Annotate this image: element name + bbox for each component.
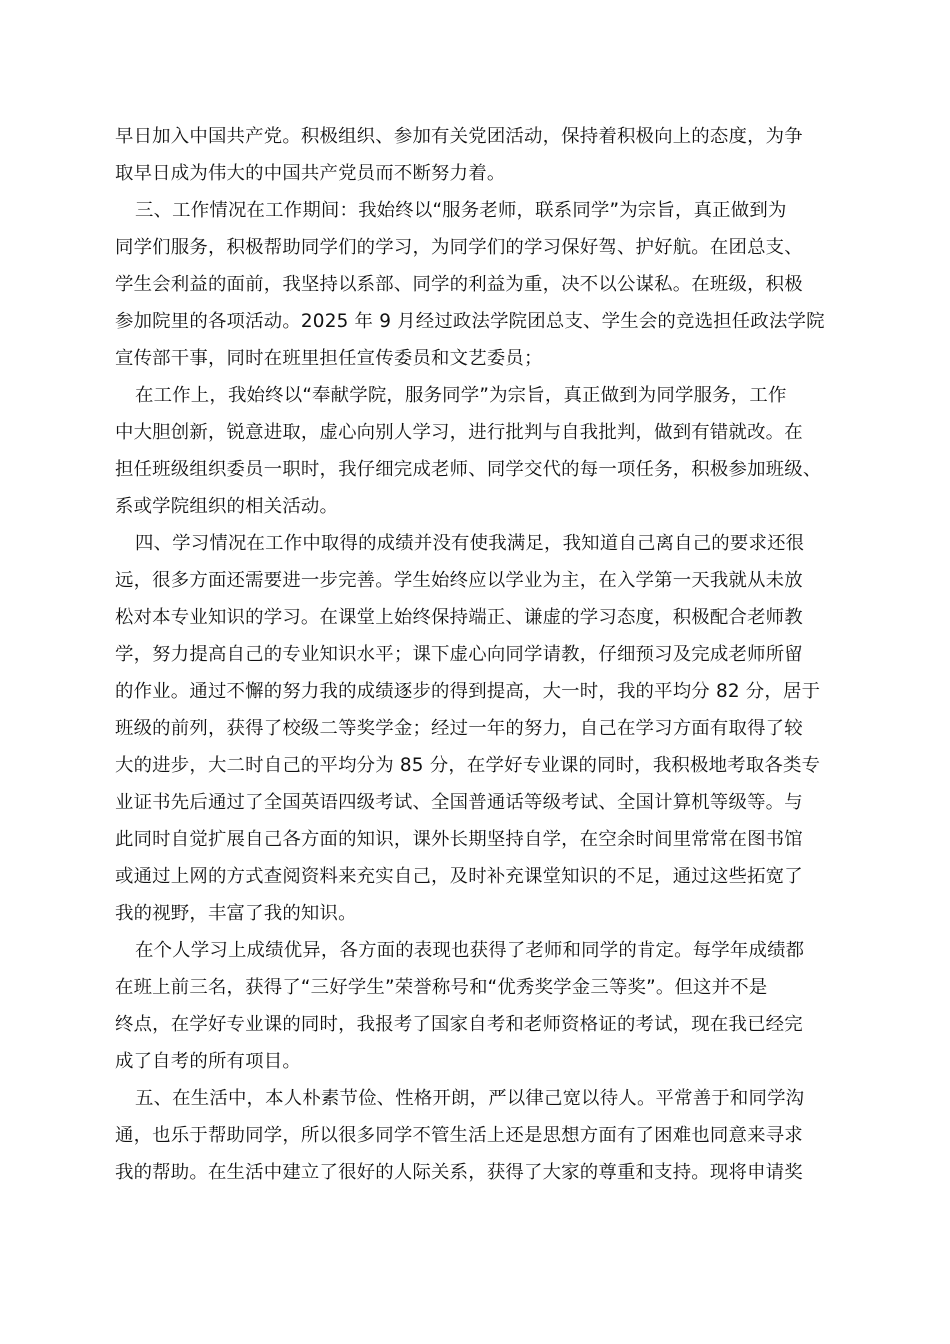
- text-line: 担任班级组织委员一职时，我仔细完成老师、同学交代的每一项任务，积极参加班级、: [115, 459, 822, 480]
- text-line: 终点，在学好专业课的同时，我报考了国家自考和老师资格证的考试，现在我已经完: [115, 1014, 803, 1035]
- document-body: [115, 118, 855, 1191]
- text-line: 在班上前三名，获得了“三好学生”荣誉称号和“优秀奖学金三等奖”。但这并不是: [115, 977, 768, 998]
- text-line: 业证书先后通过了全国英语四级考试、全国普通话等级考试、全国计算机等级等。与: [115, 792, 803, 813]
- text-line: 早日加入中国共产党。积极组织、参加有关党团活动，保持着积极向上的态度，为争: [115, 126, 803, 147]
- text-line: 通，也乐于帮助同学，所以很多同学不管生活上还是思想方面有了困难也同意来寻求: [115, 1125, 803, 1146]
- text-line: 在个人学习上成绩优异，各方面的表现也获得了老师和同学的肯定。每学年成绩都: [135, 940, 805, 961]
- text-line: 中大胆创新，锐意进取，虚心向别人学习，进行批判与自我批判，做到有错就改。在: [115, 422, 803, 443]
- text-line: 取早日成为伟大的中国共产党员而不断努力着。: [115, 163, 506, 184]
- text-line: 成了自考的所有项目。: [115, 1051, 301, 1072]
- text-line: 学，努力提高自己的专业知识水平；课下虚心向同学请教，仔细预习及完成老师所留: [115, 644, 803, 665]
- text-line: 的作业。通过不懈的努力我的成绩逐步的得到提高，大一时，我的平均分 82 分，居于: [115, 681, 821, 702]
- text-line: 松对本专业知识的学习。在课堂上始终保持端正、谦虚的学习态度，积极配合老师教: [115, 607, 803, 628]
- text-line: 我的视野，丰富了我的知识。: [115, 903, 357, 924]
- text-line: 班级的前列，获得了校级二等奖学金；经过一年的努力，自己在学习方面有取得了较: [115, 718, 803, 739]
- text-line: 学生会利益的面前，我坚持以系部、同学的利益为重，决不以公谋私。在班级，积极: [115, 274, 803, 295]
- text-line: 在工作上，我始终以“奉献学院，服务同学”为宗旨，真正做到为同学服务，工作: [135, 385, 787, 406]
- text-line: 或通过上网的方式查阅资料来充实自己，及时补充课堂知识的不足，通过这些拓宽了: [115, 866, 803, 887]
- text-line: 三、工作情况在工作期间：我始终以“服务老师，联系同学”为宗旨，真正做到为: [135, 200, 787, 221]
- text-line: 参加院里的各项活动。2025 年 9 月经过政法学院团总支、学生会的竞选担任政法学院: [115, 311, 825, 332]
- text-line: 我的帮助。在生活中建立了很好的人际关系，获得了大家的尊重和支持。现将申请奖: [115, 1162, 803, 1183]
- text-line: 宣传部干事，同时在班里担任宣传委员和文艺委员；: [115, 348, 543, 369]
- text-line: 此同时自觉扩展自己各方面的知识，课外长期坚持自学，在空余时间里常常在图书馆: [115, 829, 803, 850]
- text-line: 同学们服务，积极帮助同学们的学习，为同学们的学习保好驾、护好航。在团总支、: [115, 237, 803, 258]
- text-line: 大的进步，大二时自己的平均分为 85 分，在学好专业课的同时，我积极地考取各类专: [115, 755, 821, 776]
- text-line: 系或学院组织的相关活动。: [115, 496, 339, 517]
- text-line: 五、在生活中，本人朴素节俭、性格开朗，严以律己宽以待人。平常善于和同学沟: [135, 1088, 805, 1109]
- text-line: 远，很多方面还需要进一步完善。学生始终应以学业为主，在入学第一天我就从未放: [115, 570, 803, 591]
- text-line: 四、学习情况在工作中取得的成绩并没有使我满足，我知道自己离自己的要求还很: [135, 533, 805, 554]
